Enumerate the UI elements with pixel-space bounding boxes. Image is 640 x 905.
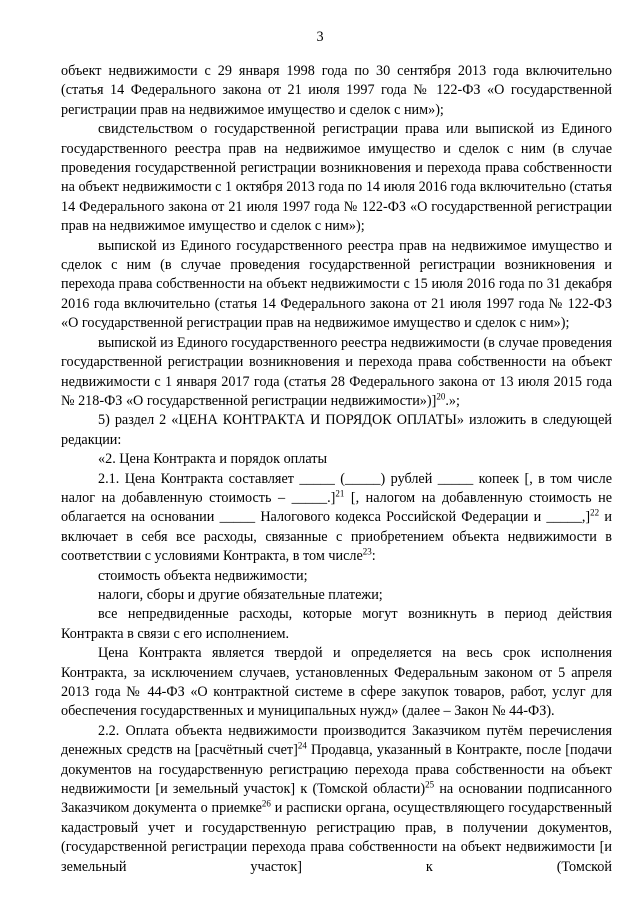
paragraph bbox=[61, 722, 612, 897]
text-run: .»; bbox=[445, 392, 460, 409]
text-run: на основании подписанного Заказчиком документа о приемке bbox=[61, 781, 612, 817]
text-run: «2. Цена Контракта и порядок оплаты bbox=[98, 451, 328, 468]
text-run: налоги, сборы и другие обязательные платежи; bbox=[98, 586, 383, 603]
document-body bbox=[61, 62, 612, 896]
footnote-ref: 20 bbox=[436, 391, 446, 402]
text-run: выпиской из Единого государственного реестра прав на недвижимое имущество и сделок с ним (в случае проведения государственной регистрации возникновения и перехода права собственности на объект недвижимости с 15 июля 2016 года по 31 декабря 2016 года включительно (статья 14 Федерального закона от 21 июля 1997 года № 122-ФЗ «О государственной регистрации прав на недвижимое имущество и сделок с ним»); bbox=[61, 237, 612, 332]
text-run: все непредвиденные расходы, которые могут возникнуть в период действия Контракта в связи с его исполнением. bbox=[61, 606, 612, 642]
page-number: 3 bbox=[316, 29, 324, 45]
text-run: : bbox=[371, 548, 376, 565]
paragraph bbox=[61, 644, 612, 722]
footnote-ref: 23 bbox=[362, 546, 372, 557]
text-run: свидстельством о государственной регистрации права или выпиской из Единого государственного реестра прав на недвижимое имущество и сделок с ним (в случае проведения государственной регистрации возникновения и перехода права собственности на объект недвижимости с 1 октября 2013 года по 14 июля 2016 года включительно (статья 14 Федерального закона от 21 июля 1997 года № 122-ФЗ «О государственной регистрации прав на недвижимое имущество и сделок с ним»); bbox=[61, 121, 612, 235]
footnote-ref: 26 bbox=[261, 798, 271, 809]
paragraph bbox=[61, 411, 612, 450]
text-run: 5) раздел 2 «ЦЕНА КОНТРАКТА И ПОРЯДОК ОПЛАТЫ» изложить в следующей редакции: bbox=[61, 412, 612, 448]
footnote-ref: 24 bbox=[297, 740, 307, 751]
footnote-ref: 21 bbox=[335, 488, 345, 499]
paragraph bbox=[61, 567, 612, 586]
text-run: выпиской из Единого государственного реестра недвижимости (в случае проведения государственной регистрации возникновения и перехода права собственности на объект недвижимости с 1 января 2017 года (статья 28 Федерального закона от 13 июля 2015 года № 218-ФЗ «О государственной регистрации недвижимости»)] bbox=[61, 334, 612, 409]
text-run: [, налогом на добавленную стоимость не облагается на основании _____ Налогового кодекса Российской Федерации и _____,] bbox=[61, 489, 612, 526]
footnote-ref: 22 bbox=[590, 507, 600, 518]
footnote-ref: 25 bbox=[425, 779, 435, 790]
text-run: объект недвижимости с 29 января 1998 года по 30 сентября 2013 года включительно (статья 14 Федерального закона от 21 июля 1997 года № 122-ФЗ «О государственной регистрации прав на недвижимое имущество и сделок с ним»); bbox=[61, 63, 612, 118]
paragraph bbox=[61, 586, 612, 605]
paragraph bbox=[61, 470, 612, 567]
text-run: 2.2. Оплата объекта недвижимости производится Заказчиком путём перечисления денежных средств на [расчётный счет] bbox=[61, 722, 612, 759]
paragraph bbox=[61, 120, 612, 236]
paragraph bbox=[61, 334, 612, 412]
text-run: 2.1. Цена Контракта составляет _____ (_____) рублей _____ копеек [, в том числе налог на добавленную стоимость – _____.] bbox=[61, 470, 612, 506]
paragraph bbox=[61, 450, 612, 469]
text-run: Продавца, указанный в Контракте, после [подачи документов на государственную регистрацию перехода права собственности на объект недвижимости [и земельный участок] к (Томской области) bbox=[61, 742, 612, 798]
text-run: Цена Контракта является твердой и определяется на весь срок исполнения Контракта, за исключением случаев, установленных Федеральным законом от 5 апреля 2013 года № 44-ФЗ «О контрактной системе в сфере закупок товаров, работ, услуг для обеспечения государственных и муниципальных нужд» (далее – Закон № 44-ФЗ). bbox=[61, 645, 612, 720]
text-run: стоимость объекта недвижимости; bbox=[98, 567, 308, 584]
text-run: и расписки органа, осуществляющего государственный кадастровый учет и государственную регистрацию прав, в получении документов, (государственной регистрации перехода права собственности на объект недвижимости [и земельный участок] к (Томской bbox=[61, 800, 612, 875]
paragraph bbox=[61, 237, 612, 334]
paragraph bbox=[61, 605, 612, 644]
text-run: и включает в себя все расходы, связанные с приобретением объекта недвижимости в соответствии с условиями Контракта, в том числе bbox=[61, 509, 612, 565]
paragraph bbox=[61, 62, 612, 120]
